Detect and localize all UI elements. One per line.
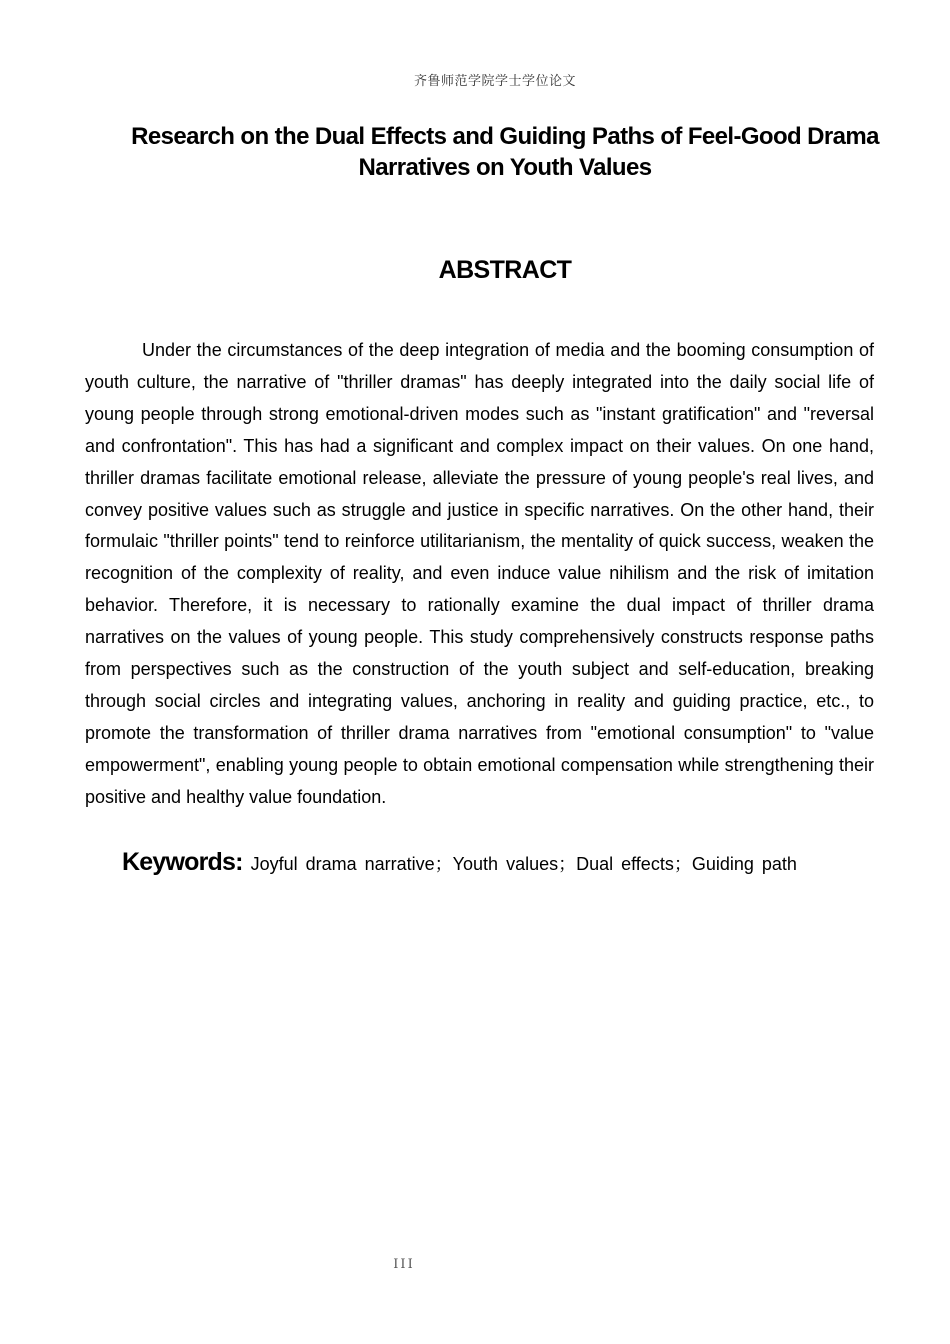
running-header: 齐鲁师范学院学士学位论文 — [413, 74, 576, 89]
abstract-heading: ABSTRACT — [438, 256, 572, 284]
abstract-body: Under the circumstances of the deep integration of media and the booming consumption of youth culture, the narrative of "thriller dramas" has deeply integrated into the daily social life of young people through strong emotional-driven modes such as "instant gratification" and "reversal and confrontation". This has had a significant and complex impact on their values. On one hand, thriller dramas facilitate emotional release, alleviate the pressure of young people's real lives, and convey positive values such as struggle and justice in specific narratives. On the other hand, their formulaic "thriller points" tend to reinforce utilitarianism, the mentality of quick success, weaken the recognition of the complexity of reality, and even induce value nihilism and the risk of imitation behavior. Therefore, it is necessary to rationally examine the dual impact of thriller drama narratives on the values of young people. This study comprehensively constructs response paths from perspectives such as the construction of the youth subject and self-education, breaking through social circles and integrating values, anchoring in reality and guiding practice, etc., to promote the transformation of thriller drama narratives from "emotional consumption" to "value empowerment", enabling young people to obtain emotional compensation while strengthening their positive and healthy value foundation. — [85, 340, 874, 807]
keywords-line — [122, 848, 882, 877]
page-number: III — [393, 1257, 415, 1272]
thesis-title: Research on the Dual Effects and Guiding Paths of Feel-Good Drama Narratives on Youth Values — [131, 123, 879, 181]
keywords-label: Keywords: — [122, 848, 243, 876]
keywords-text: Joyful drama narrative；Youth values；Dual effects；Guiding path — [250, 854, 797, 874]
